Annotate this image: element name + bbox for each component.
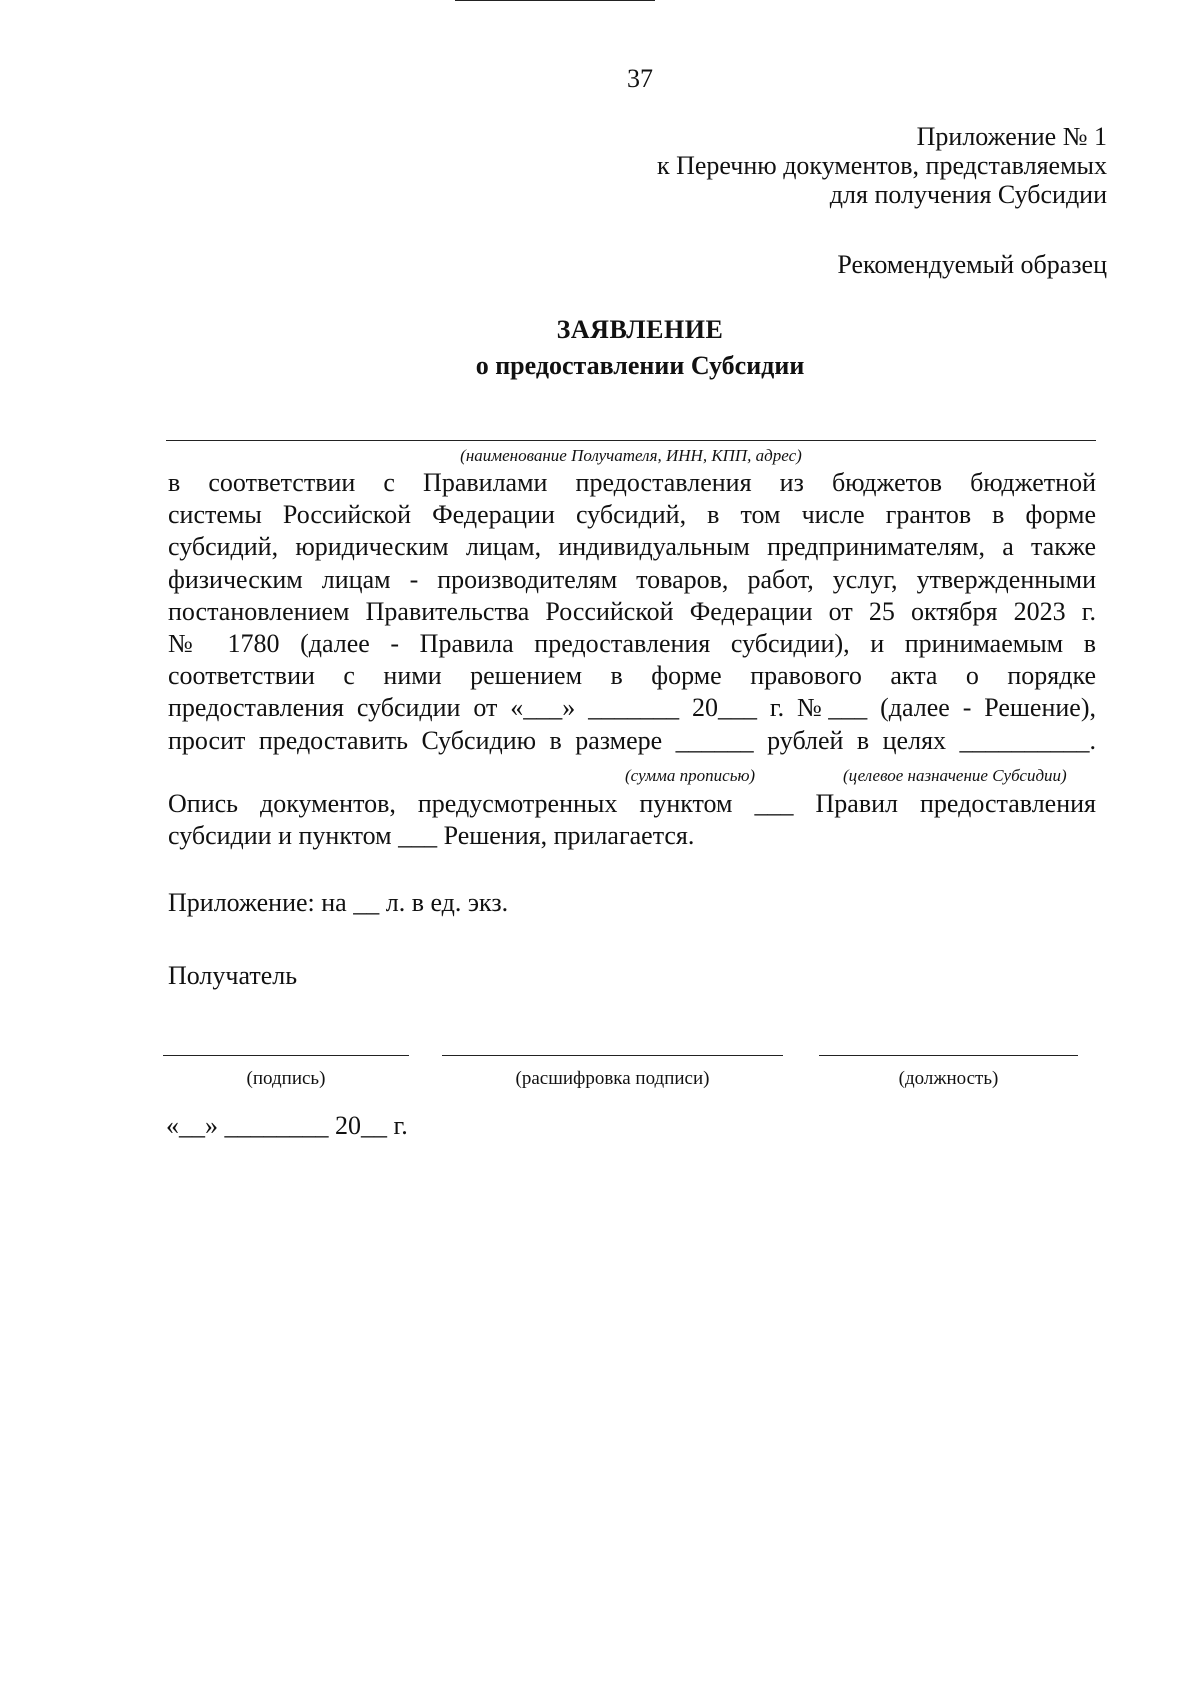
appendix-header [657,122,1107,209]
top-rule [455,0,655,1]
body-line: соответствии с ними решением в форме правового акта о порядке [168,661,1096,691]
page-number: 37 [627,64,653,93]
body-line: в соответствии с Правилами предоставления из бюджетов бюджетной [168,468,1096,497]
application-body [168,467,1096,757]
body-line: постановлением Правительства Российской Федерации от 25 октября 2023 г. [168,596,1096,626]
appendix-line-2: к Перечню документов, представляемых [656,151,1107,180]
appendix-line-1: Приложение № 1 [916,122,1107,151]
body-line: физическим лицам - производителям товаров, работ, услуг, утвержденными [168,564,1096,594]
document-subtitle: о предоставлении Субсидии [475,351,805,380]
purpose-caption: (целевое назначение Субсидии) [843,766,1067,785]
body-line: предоставления субсидии от «___» _______ 20___ г. №___ (далее - Решение), [168,693,1096,723]
recipient-name-caption: (наименование Получателя, ИНН, КПП, адрес) [460,446,802,465]
recipient-label: Получатель [168,961,298,990]
signature-transcript-caption: (расшифровка подписи) [515,1068,710,1089]
body-line: просит предоставить Субсидию в размере ______ рублей в целях __________. [168,725,1096,755]
position-caption: (должность) [898,1068,999,1089]
date-line: «__» ________ 20__ г. [166,1111,408,1140]
signature-caption: (подпись) [246,1068,326,1089]
signature-transcript-line [442,1055,783,1056]
recipient-name-field-line [166,440,1096,441]
signature-line [163,1055,409,1056]
position-line [819,1055,1078,1056]
body-line: субсидий, юридическим лицам, индивидуальным предпринимателям, а также [168,532,1096,562]
body-line: системы Российской Федерации субсидий, в том числе грантов в форме [168,500,1096,530]
inventory-line: Опись документов, предусмотренных пунктом ___ Правил предоставления [168,789,1096,818]
document-title: ЗАЯВЛЕНИЕ [556,315,724,344]
inventory-paragraph [168,788,1096,852]
body-line: № 1780 (далее - Правила предоставления субсидии), и принимаемым в [168,629,1096,659]
attachment-line: Приложение: на __ л. в ед. экз. [168,888,509,917]
appendix-line-3: для получения Субсидии [829,180,1107,209]
inventory-line: субсидии и пунктом ___ Решения, прилагается. [168,821,695,850]
sample-label: Рекомендуемый образец [837,250,1107,279]
sum-caption: (сумма прописью) [625,766,756,785]
